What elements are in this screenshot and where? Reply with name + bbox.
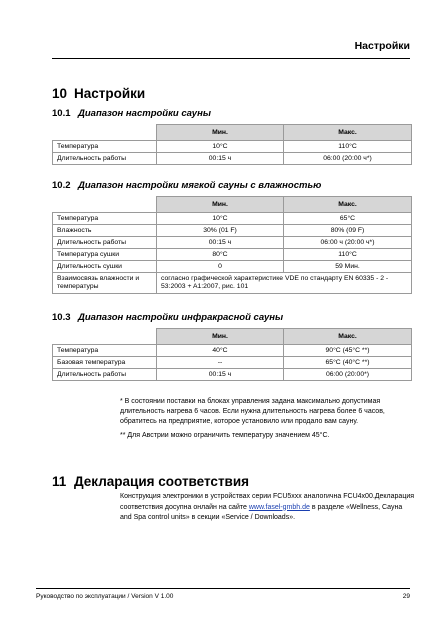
subsection-10-2-heading — [52, 180, 321, 191]
table-header-row — [53, 197, 412, 213]
min-value: 80°C — [157, 249, 284, 261]
max-value: 06:00 (20:00 ч*) — [284, 153, 412, 165]
running-header: Настройки — [354, 40, 410, 52]
footer-manual-version: Руководство по эксплуатации / Version V 1.00 — [36, 593, 174, 600]
soft-sauna-range-table — [52, 196, 412, 294]
header-cell-min: Мин. — [157, 125, 284, 141]
section-number: 10 — [52, 86, 68, 101]
min-value: 00:15 ч — [157, 153, 284, 165]
header-cell-max: Макс. — [284, 329, 412, 345]
row-label: Температура — [53, 213, 157, 225]
table-row — [53, 369, 412, 381]
footnote-heating-duration: * В состоянии поставки на блоках управления задана максимально допустимая длительность нагрева 6 часов. Если нужна длительность нагрева более 6 часов, обратитесь на предприятие, которое установило или продало вам сауну. — [120, 398, 385, 425]
row-label: Температура — [53, 141, 157, 153]
subsection-title: Диапазон настройки сауны — [78, 108, 211, 119]
row-label: Взаимосвязь влажности и температуры — [53, 273, 157, 294]
table-row — [53, 345, 412, 357]
header-rule — [52, 58, 410, 59]
subsection-title: Диапазон настройки мягкой сауны с влажностью — [78, 180, 322, 191]
table-row — [53, 357, 412, 369]
row-label: Базовая температура — [53, 357, 157, 369]
table-header-row — [53, 125, 412, 141]
subsection-title: Диапазон настройки инфракрасной сауны — [78, 312, 284, 323]
section-10-heading — [52, 86, 145, 101]
min-value: 40°C — [157, 345, 284, 357]
min-value: 30% (01 F) — [157, 225, 284, 237]
max-value: 90°C (45°C **) — [284, 345, 412, 357]
section-11-heading — [52, 474, 249, 489]
row-label: Длительность сушки — [53, 261, 157, 273]
subsection-10-1-heading — [52, 108, 211, 119]
page-number: 29 — [402, 593, 410, 600]
header-cell-empty — [53, 125, 157, 141]
table-row — [53, 213, 412, 225]
table-row — [53, 249, 412, 261]
max-value: 110°C — [284, 249, 412, 261]
row-label: Длительность работы — [53, 237, 157, 249]
table-row — [53, 273, 412, 294]
row-label: Температура сушки — [53, 249, 157, 261]
spanned-value: согласно графической характеристике VDE по стандарту EN 60335 - 2 - 53:2003 + A1:2007, рис. 101 — [157, 273, 412, 294]
fasel-website-link[interactable]: www.fasel-gmbh.de — [248, 503, 310, 511]
subsection-number: 10.1 — [52, 108, 71, 119]
header-cell-empty — [53, 197, 157, 213]
table-row — [53, 261, 412, 273]
min-value: -- — [157, 357, 284, 369]
table-row — [53, 141, 412, 153]
max-value: 110°C — [284, 141, 412, 153]
header-cell-max: Макс. — [284, 125, 412, 141]
section-title: Настройки — [74, 86, 146, 101]
min-value: 10°C — [157, 141, 284, 153]
row-label: Влажность — [53, 225, 157, 237]
infrared-sauna-range-table — [52, 328, 412, 381]
footer-rule — [36, 588, 410, 589]
header-cell-max: Макс. — [284, 197, 412, 213]
min-value: 10°C — [157, 213, 284, 225]
max-value: 06:00 ч (20:00 ч*) — [284, 237, 412, 249]
table-row — [53, 225, 412, 237]
max-value: 65°C — [284, 213, 412, 225]
sauna-range-table — [52, 124, 412, 165]
table-row — [53, 153, 412, 165]
max-value: 80% (09 F) — [284, 225, 412, 237]
min-value: 0 — [157, 261, 284, 273]
header-cell-min: Мин. — [157, 329, 284, 345]
subsection-number: 10.3 — [52, 312, 71, 323]
declaration-paragraph — [120, 492, 415, 524]
declaration-text-end: в разделе «Wellness, Сауна and Spa control units» в секции «Service / Downloads». — [120, 503, 403, 521]
max-value: 06:00 (20:00*) — [284, 369, 412, 381]
header-cell-empty — [53, 329, 157, 345]
min-value: 00:15 ч — [157, 237, 284, 249]
row-label: Длительность работы — [53, 369, 157, 381]
row-label: Температура — [53, 345, 157, 357]
max-value: 65°C (40°C **) — [284, 357, 412, 369]
subsection-number: 10.2 — [52, 180, 71, 191]
section-number: 11 — [52, 474, 67, 489]
subsection-10-3-heading — [52, 312, 283, 323]
footnote-austria: ** Для Австрии можно ограничить температуру значением 45°C. — [120, 432, 330, 439]
max-value: 59 Мин. — [284, 261, 412, 273]
header-cell-min: Мин. — [157, 197, 284, 213]
row-label: Длительность работы — [53, 153, 157, 165]
section-title: Декларация соответствия — [74, 474, 250, 489]
min-value: 00:15 ч — [157, 369, 284, 381]
table-header-row — [53, 329, 412, 345]
table-row — [53, 237, 412, 249]
declaration-text-start: Конструкция электроники в устройствах серии FCU5xxx аналогична FCU4x00.Декларация соответствия досупна онлайн на сайте — [120, 493, 415, 511]
